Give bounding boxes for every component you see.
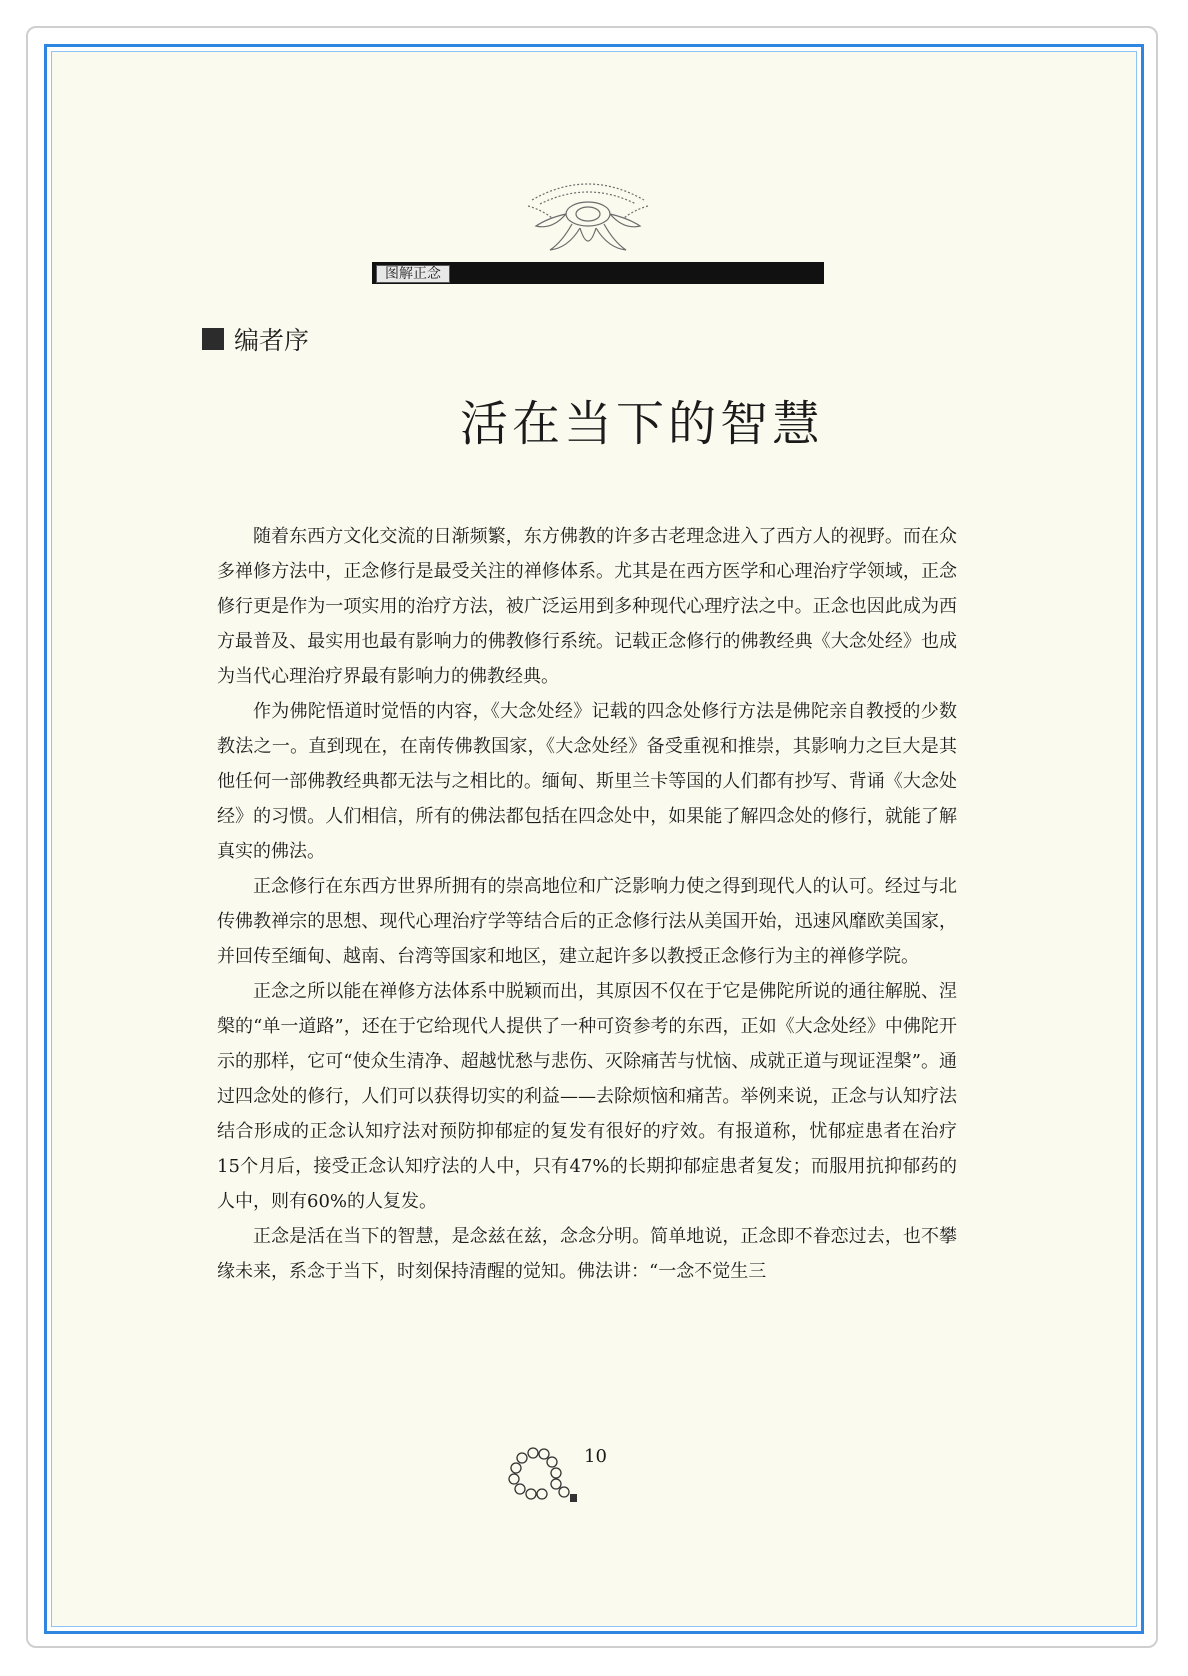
section-label: [202, 324, 309, 354]
section-square-icon: [202, 328, 224, 350]
body-text: [217, 519, 957, 1289]
page-number: 10: [584, 1446, 607, 1467]
page-title: 活在当下的智慧: [459, 396, 824, 452]
header-bar: [372, 262, 824, 284]
page-paper: [51, 51, 1137, 1627]
lotus-ornament-icon: [522, 170, 654, 258]
paragraph: 作为佛陀悟道时觉悟的内容，《大念处经》记载的四念处修行方法是佛陀亲自教授的少数教法之一。直到现在，在南传佛教国家，《大念处经》备受重视和推崇，其影响力之巨大是其他任何一部佛教经典都无法与之相比的。缅甸、斯里兰卡等国的人们都有抄写、背诵《大念处经》的习惯。人们相信，所有的佛法都包括在四念处中，如果能了解四念处的修行，就能了解真实的佛法。: [217, 701, 957, 862]
paragraph: 正念修行在东西方世界所拥有的崇高地位和广泛影响力使之得到现代人的认可。经过与北传佛教禅宗的思想、现代心理治疗学等结合后的正念修行法从美国开始，迅速风靡欧美国家，并回传至缅甸、越南、台湾等国家和地区，建立起许多以教授正念修行为主的禅修学院。: [217, 876, 957, 967]
paragraph: 正念是活在当下的智慧，是念兹在兹，念念分明。简单地说，正念即不眷恋过去，也不攀缘未来，系念于当下，时刻保持清醒的觉知。佛法讲：“一念不觉生三: [217, 1226, 957, 1282]
header-tag: 图解正念: [376, 265, 450, 283]
paragraph: 随着东西方文化交流的日渐频繁，东方佛教的许多古老理念进入了西方人的视野。而在众多禅修方法中，正念修行是最受关注的禅修体系。尤其是在西方医学和心理治疗学领域，正念修行更是作为一项实用的治疗方法，被广泛运用到多种现代心理疗法之中。正念也因此成为西方最普及、最实用也最有影响力的佛教修行系统。记载正念修行的佛教经典《大念处经》也成为当代心理治疗界最有影响力的佛教经典。: [217, 526, 957, 687]
paragraph: 正念之所以能在禅修方法体系中脱颖而出，其原因不仅在于它是佛陀所说的通往解脱、涅槃的“单一道路”，还在于它给现代人提供了一种可资参考的东西，正如《大念处经》中佛陀开示的那样，它可“使众生清净、超越忧愁与悲伤、灭除痛苦与忧恼、成就正道与现证涅槃”。通过四念处的修行，人们可以获得切实的利益——去除烦恼和痛苦。举例来说，正念与认知疗法结合形成的正念认知疗法对预防抑郁症的复发有很好的疗效。有报道称，忧郁症患者在治疗15个月后，接受正念认知疗法的人中，只有47%的长期抑郁症患者复发；而服用抗抑郁药的人中，则有60%的人复发。: [217, 981, 957, 1212]
section-label-text: 编者序: [234, 326, 310, 355]
page-border: [44, 44, 1144, 1634]
page-footer: [502, 1444, 632, 1504]
